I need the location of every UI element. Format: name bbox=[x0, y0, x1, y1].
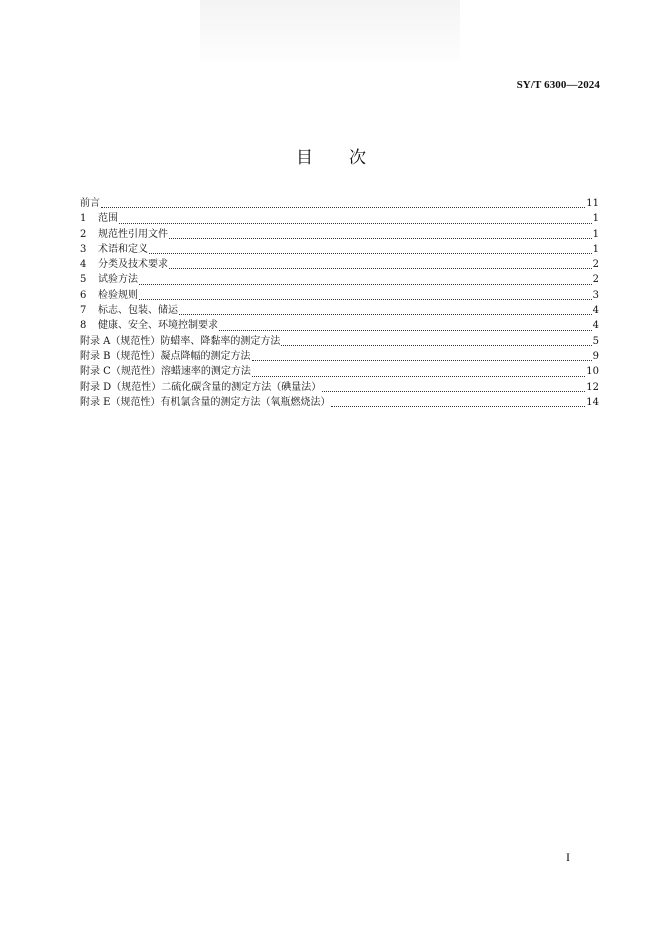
toc-page-number: 11 bbox=[586, 198, 599, 209]
toc-leader-dots bbox=[149, 243, 592, 254]
toc-section-number: 7 bbox=[80, 305, 87, 317]
toc-entry-label: 术语和定义 bbox=[98, 243, 148, 255]
toc-page-number: 4 bbox=[592, 305, 599, 317]
toc-entry-label: 检验规则 bbox=[98, 289, 138, 301]
toc-entry-foreword[interactable] bbox=[80, 196, 599, 211]
toc-entry-label: 标志、包装、储运 bbox=[98, 305, 178, 317]
toc-page-number: 2 bbox=[592, 274, 599, 286]
toc-section-number: 1 bbox=[80, 213, 87, 225]
toc-entry-label: 附录 E（规范性）有机氯含量的测定方法（氧瓶燃烧法） bbox=[80, 396, 331, 408]
toc-leader-dots bbox=[322, 381, 585, 392]
toc-page-number: 5 bbox=[592, 335, 599, 347]
toc-leader-dots bbox=[139, 289, 592, 300]
scan-shading bbox=[200, 0, 460, 62]
toc-page-number: 1 bbox=[592, 213, 599, 225]
toc-entry-annex-a[interactable] bbox=[80, 334, 599, 349]
standard-code: SY/T 6300—2024 bbox=[516, 79, 600, 91]
toc-page-number: 10 bbox=[586, 366, 599, 378]
toc-leader-dots bbox=[169, 228, 592, 239]
toc-entry-hse-requirements[interactable] bbox=[80, 318, 599, 333]
toc-page-number: 14 bbox=[586, 396, 599, 408]
page-folio: I bbox=[566, 850, 570, 864]
toc-section-number: 5 bbox=[80, 274, 87, 286]
toc-page-number: 12 bbox=[586, 381, 599, 393]
toc-page-number: 2 bbox=[592, 259, 599, 271]
toc-entry-label: 分类及技术要求 bbox=[98, 259, 168, 271]
toc-leader-dots bbox=[252, 366, 585, 377]
toc-entry-label: 附录 A（规范性）防蜡率、降黏率的测定方法 bbox=[80, 335, 281, 347]
toc-leader-dots bbox=[331, 396, 585, 407]
toc-entry-label: 试验方法 bbox=[98, 274, 138, 286]
toc-title bbox=[0, 143, 662, 168]
toc-entry-label: 健康、安全、环境控制要求 bbox=[98, 320, 218, 332]
toc-page-number: 3 bbox=[592, 289, 599, 301]
toc-title-char-1: 目 bbox=[296, 148, 313, 168]
toc-leader-dots bbox=[281, 335, 591, 346]
toc-leader-dots bbox=[252, 350, 592, 361]
toc-leader-dots bbox=[179, 304, 592, 315]
toc-entry-annex-e[interactable] bbox=[80, 395, 599, 410]
toc-page-number: 9 bbox=[592, 350, 599, 362]
toc-entry-inspection-rules[interactable] bbox=[80, 288, 599, 303]
toc-section-number: 6 bbox=[80, 289, 87, 301]
toc-entry-label: 附录 B（规范性）凝点降幅的测定方法 bbox=[80, 350, 251, 362]
toc-leader-dots bbox=[139, 274, 592, 285]
toc-entry-label: 规范性引用文件 bbox=[98, 228, 168, 240]
toc-title-char-2: 次 bbox=[349, 148, 366, 168]
toc-entry-classification-requirements[interactable] bbox=[80, 257, 599, 272]
toc-page-number: 4 bbox=[592, 320, 599, 332]
toc-leader-dots bbox=[101, 197, 585, 208]
toc-section-number: 8 bbox=[80, 320, 87, 332]
toc-section-number: 2 bbox=[80, 228, 87, 240]
toc-entry-label: 附录 C（规范性）溶蜡速率的测定方法 bbox=[80, 366, 251, 378]
toc-page-number: 1 bbox=[592, 243, 599, 255]
toc-page-number: 1 bbox=[592, 228, 599, 240]
toc-entry-annex-d[interactable] bbox=[80, 380, 599, 395]
toc-section-number: 4 bbox=[80, 259, 87, 271]
toc-entry-annex-b[interactable] bbox=[80, 349, 599, 364]
toc-entry-test-methods[interactable] bbox=[80, 272, 599, 287]
toc-entry-label: 附录 D（规范性）二硫化碳含量的测定方法（碘量法） bbox=[80, 381, 322, 393]
toc-entry-scope[interactable] bbox=[80, 211, 599, 226]
toc-entry-annex-c[interactable] bbox=[80, 364, 599, 379]
toc-entry-label: 范围 bbox=[98, 213, 118, 225]
toc-entry-label: 前言 bbox=[80, 198, 100, 209]
toc-entry-marking-packaging[interactable] bbox=[80, 303, 599, 318]
toc-entry-normative-references[interactable] bbox=[80, 227, 599, 242]
toc-leader-dots bbox=[219, 320, 592, 331]
table-of-contents bbox=[80, 196, 599, 410]
toc-leader-dots bbox=[119, 213, 592, 224]
toc-leader-dots bbox=[169, 258, 592, 269]
toc-entry-terms-definitions[interactable] bbox=[80, 242, 599, 257]
toc-section-number: 3 bbox=[80, 243, 87, 255]
